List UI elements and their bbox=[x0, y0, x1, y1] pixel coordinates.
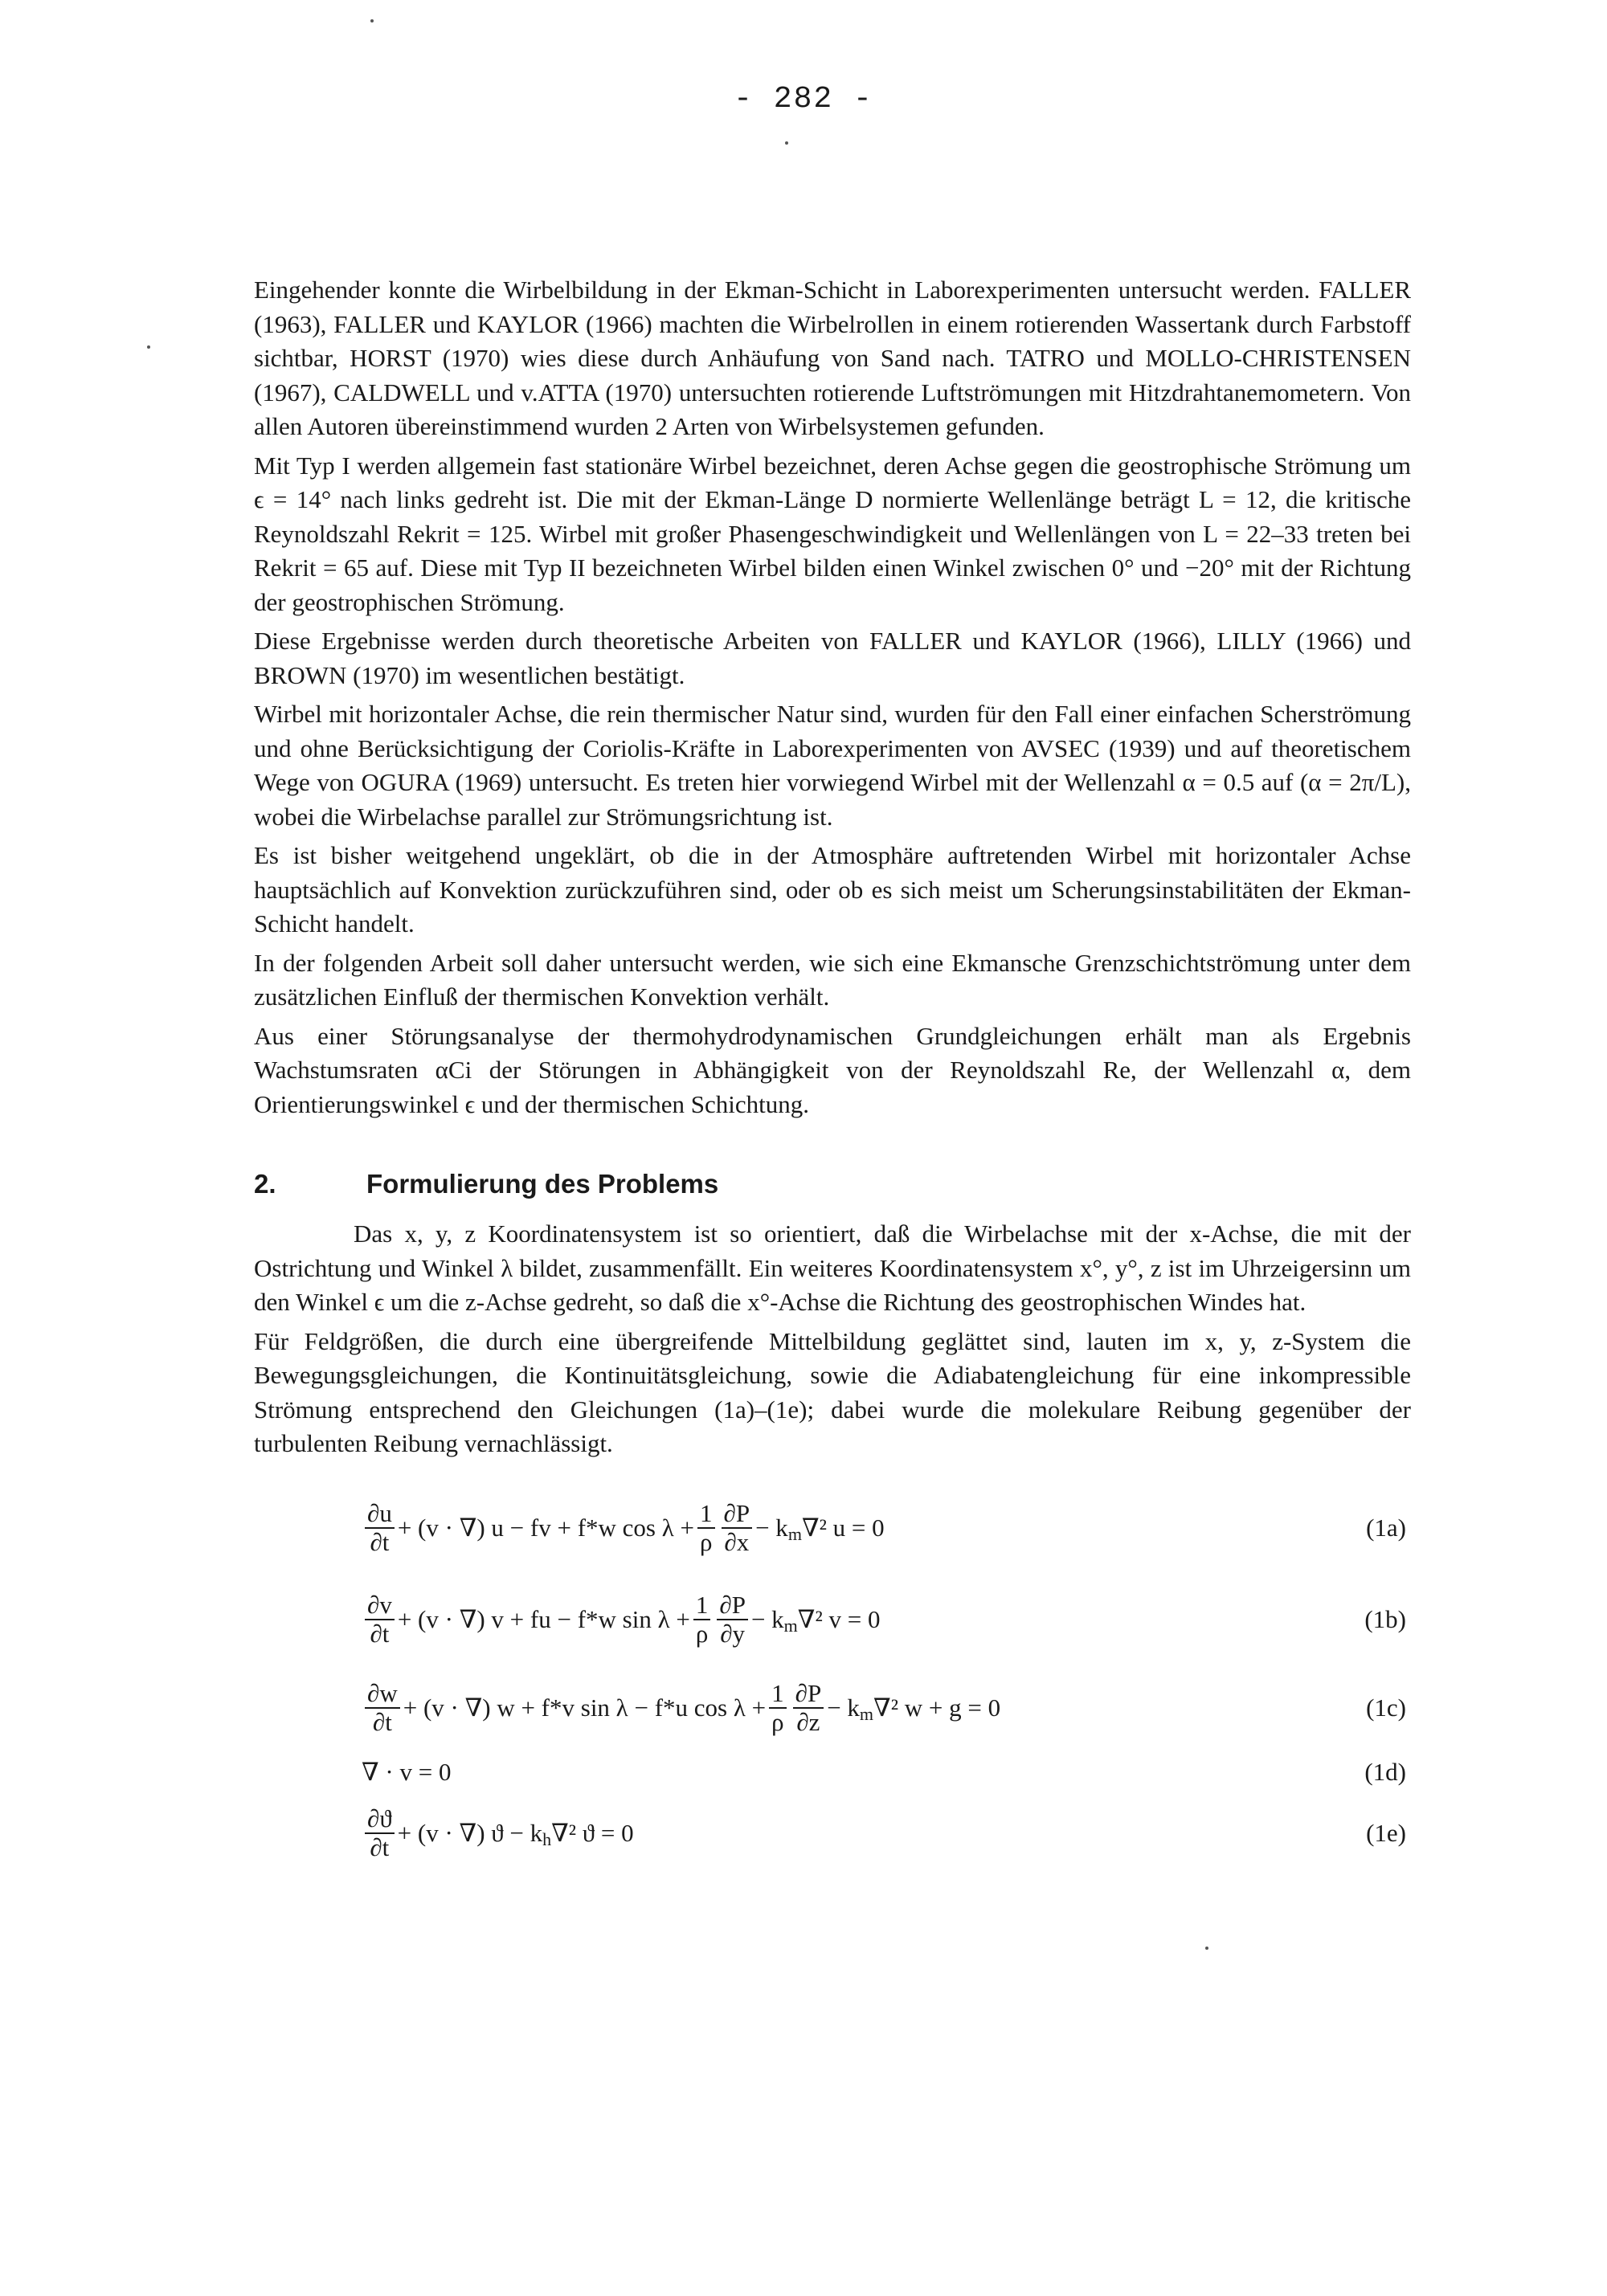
paragraph-thermal: Wirbel mit horizontaler Achse, die rein thermischer Natur sind, wurden für den Fall einer einfachen Scherströmung und ohne Berücksichtigung der Coriolis-Kräfte in Laborexperimenten von AVSEC (1939) und auf theoretischem Wege von OGURA (1969) untersucht. Es treten hier vorwiegend Wirbel mit der Wellenzahl α = 0.5 auf (α = 2π/L), wobei die Wirbelachse parallel zur Strömungsrichtung ist. bbox=[254, 700, 1411, 831]
equation-label-1e: (1e) bbox=[1366, 1819, 1406, 1847]
paragraph-type-one: Mit Typ I werden allgemein fast stationäre Wirbel bezeichnet, deren Achse gegen die geostrophische Strömung um ϵ = 14° nach links gedreht ist. Die mit der Ekman-Länge D normierte Wellenlänge beträgt L = 12, die kritische Reynoldszahl Rekrit = 125. Wirbel mit großer Phasengeschwindigkeit und Wellenlängen von L = 22–33 treten bei Rekrit = 65 auf. Diese mit Typ II bezeichneten Wirbel bilden einen Winkel zwischen 0° und −20° mit der Richtung der geostrophischen Strömung. bbox=[254, 451, 1411, 616]
frac-one-rho: $\frac{1}{\rho}$ bbox=[697, 1500, 715, 1556]
paragraph-unclear: Es ist bisher weitgehend ungeklärt, ob die in der Atmosphäre auftretenden Wirbel mit horizontaler Achse hauptsächlich auf Konvektion zurückzuführen sind, oder ob es sich meist um Scherungsinstabilitäten der Ekman-Schicht handelt. bbox=[254, 841, 1411, 938]
equation-1c: $\frac{\partial w}{\partial t}$ + (v · ∇) w + f*v sin λ − f*u cos λ + $\frac{1}{\rho}$ $\frac{\partial P}{\partial z}$ − k m ∇² w + g = 0 (1c) bbox=[362, 1676, 1406, 1740]
section-title: Formulierung des Problems bbox=[366, 1169, 719, 1199]
paragraph-lab-experiments: Eingehender konnte die Wirbelbildung in der Ekman-Schicht in Laborexperimenten untersucht werden. FALLER (1963), FALLER und KAYLOR (1966) machten die Wirbelrollen in einem rotierenden Wassertank durch Farbstoff sichtbar, HORST (1970) wies diese durch Anhäufung von Sand nach. TATRO und MOLLO-CHRISTENSEN (1967), CALDWELL und v.ATTA (1970) untersuchten rotierende Luftströmungen mit Hitzdrahtanemometern. Von allen Autoren übereinstimmend wurden 2 Arten von Wirbelsystemen gefunden. bbox=[254, 276, 1411, 440]
frac-dp-dy: $\frac{\partial P}{\partial y}$ bbox=[717, 1591, 748, 1648]
paragraph-coordinates: Das x, y, z Koordinatensystem ist so orientiert, daß die Wirbelachse mit der x-Achse, die mit der Ostrichtung und Winkel λ bildet, zusammenfällt. Ein weiteres Koordinatensystem x°, y°, z ist im Uhrzeigersinn um den Winkel ϵ um die z-Achse gedreht, so daß die x°-Achse die Richtung des geostrophischen Windes hat. bbox=[254, 1219, 1411, 1316]
scan-speck bbox=[370, 19, 374, 22]
frac-dw-dt: $\frac{\partial w}{\partial t}$ bbox=[365, 1680, 400, 1736]
scan-speck bbox=[147, 345, 150, 349]
section-heading bbox=[254, 1169, 718, 1199]
frac-dp-dx: $\frac{\partial P}{\partial x}$ bbox=[722, 1500, 753, 1556]
equation-continuity: ∇ · v = 0 bbox=[362, 1758, 452, 1786]
equation-label-1c: (1c) bbox=[1366, 1693, 1406, 1722]
page-number: - 282 - bbox=[734, 82, 873, 116]
section-number: 2. bbox=[254, 1169, 276, 1199]
equation-1b: $\frac{\partial v}{\partial t}$ + (v · ∇) v + fu − f*w sin λ + $\frac{1}{\rho}$ $\frac{\partial P}{\partial y}$ − k m ∇² v = 0 (1b) bbox=[362, 1587, 1406, 1652]
frac-one-rho: $\frac{1}{\rho}$ bbox=[769, 1680, 787, 1736]
equation-1d bbox=[362, 1740, 1406, 1804]
intro-text bbox=[254, 273, 1411, 1126]
paragraph-theory: Diese Ergebnisse werden durch theoretische Arbeiten von FALLER und KAYLOR (1966), LILLY (1966) und BROWN (1970) im wesentlichen bestätigt. bbox=[254, 627, 1411, 689]
frac-one-rho: $\frac{1}{\rho}$ bbox=[693, 1591, 711, 1648]
frac-dv-dt: $\frac{\partial v}{\partial t}$ bbox=[365, 1591, 395, 1648]
section-body bbox=[254, 1217, 1411, 1466]
equation-label-1b: (1b) bbox=[1364, 1605, 1406, 1633]
paragraph-analysis: Aus einer Störungsanalyse der thermohydrodynamischen Grundgleichungen erhält man als Ergebnis Wachstumsraten αCi der Störungen in Abhängigkeit von der Reynoldszahl Re, der Wellenzahl α, dem Orientierungswinkel ϵ und der thermischen Schichtung. bbox=[254, 1021, 1411, 1118]
equation-1a: $\frac{\partial u}{\partial t}$ + (v · ∇) u − fv + f*w cos λ + $\frac{1}{\rho}$ $\frac{\partial P}{\partial x}$ − k m ∇² u = 0 (1a) bbox=[362, 1496, 1406, 1560]
scan-speck bbox=[785, 141, 788, 145]
frac-du-dt: $\frac{\partial u}{\partial t}$ bbox=[365, 1500, 395, 1556]
frac-dp-dz: $\frac{\partial P}{\partial z}$ bbox=[793, 1680, 824, 1736]
equation-1e: $\frac{\partial ϑ}{\partial t}$ + (v · ∇) ϑ − k h ∇² ϑ = 0 (1e) bbox=[362, 1801, 1406, 1865]
paragraph-aim: In der folgenden Arbeit soll daher untersucht werden, wie sich eine Ekmansche Grenzschichtströmung unter dem zusätzlichen Einfluß der thermischen Konvektion verhält. bbox=[254, 948, 1411, 1011]
frac-dtheta-dt: $\frac{\partial ϑ}{\partial t}$ bbox=[365, 1805, 395, 1861]
equation-label-1a: (1a) bbox=[1366, 1514, 1406, 1542]
equation-label-1d: (1d) bbox=[1364, 1758, 1406, 1786]
paragraph-equations-intro: Für Feldgrößen, die durch eine übergreifende Mittelbildung geglättet sind, lauten im x, y, z-System die Bewegungsgleichungen, die Kontinuitätsgleichung, sowie die Adiabatengleichung für eine inkompressible Strömung entsprechend den Gleichungen (1a)–(1e); dabei wurde die molekulare Reibung gegenüber der turbulenten Reibung vernachlässigt. bbox=[254, 1326, 1411, 1457]
scan-speck bbox=[1205, 1947, 1208, 1950]
